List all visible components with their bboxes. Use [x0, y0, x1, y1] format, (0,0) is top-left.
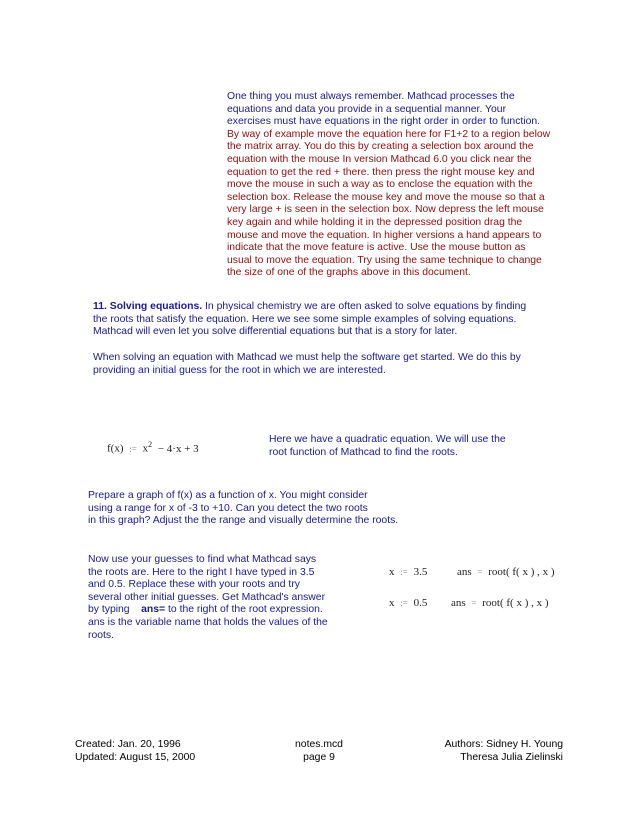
- note-line: usual to move the equation. Try using the same technique to change: [227, 254, 542, 266]
- section-solving-equations: [93, 301, 533, 339]
- note-line: the size of one of the graphs above in this document.: [227, 267, 471, 279]
- note-line: using a range for x of -3 to +10. Can you detect the two roots: [88, 502, 368, 514]
- eval-operator: =: [471, 598, 477, 608]
- footer-left: [75, 738, 195, 764]
- paragraph-line: providing an initial guess for the root in which we are interested.: [93, 364, 386, 376]
- mathcad-order-note: [227, 91, 557, 280]
- created-date: Created: Jan. 20, 1996: [75, 739, 181, 750]
- guess-1-assignment[interactable]: [389, 566, 427, 578]
- ans-var: ans: [451, 597, 466, 609]
- note-line: several other initial guesses. Get Mathcad's answer: [88, 591, 326, 603]
- guess-value: 3.5: [413, 566, 428, 578]
- note-line: Here we have a quadratic equation. We will use the: [269, 434, 506, 445]
- note-line: key again and while holding it in the depressed position drag the: [227, 216, 523, 228]
- guess-value: 0.5: [413, 597, 428, 609]
- typing-suffix: to the right of the root expression.: [165, 604, 323, 616]
- guess-var: x: [389, 597, 395, 609]
- section-intro-text: In physical chemistry we are often asked to solve equations by finding: [202, 301, 527, 312]
- initial-guess-paragraph: [93, 352, 533, 377]
- note-line: Now use your guesses to find what Mathcad says: [88, 554, 317, 565]
- note-line: ans is the variable name that holds the values of the: [88, 616, 328, 628]
- guess-var: x: [389, 566, 395, 578]
- note-line: equations and data you provide in a sequential manner. Your: [227, 103, 507, 115]
- section-intro-line: [93, 301, 533, 314]
- eval-operator: =: [477, 567, 483, 577]
- equation-exponent: 2: [148, 440, 153, 449]
- quadratic-equation[interactable]: [107, 440, 199, 455]
- note-line: One thing you must always remember. Mathcad processes the: [227, 91, 515, 102]
- note-line: very large + is seen in the selection box. Now depress the left mouse: [227, 204, 544, 216]
- note-line: selection box. Release the mouse key and move the mouse so that a: [227, 191, 545, 203]
- assign-operator: :=: [129, 443, 137, 454]
- note-line: equation with the mouse In version Mathcad 6.0 you click near the: [227, 153, 532, 165]
- note-line: mouse and move the equation. In higher versions a hand appears to: [227, 229, 542, 241]
- note-line: Prepare a graph of f(x) as a function of x. You might consider: [88, 490, 368, 501]
- guess-1-root[interactable]: [457, 566, 555, 578]
- assign-operator: :=: [400, 598, 408, 608]
- ans-var: ans: [457, 566, 472, 578]
- paragraph-line: When solving an equation with Mathcad we must help the software get started. We do this by: [93, 352, 521, 363]
- guess-2-root[interactable]: [451, 597, 549, 609]
- note-line: root function of Mathcad to find the roots.: [269, 446, 458, 458]
- footer-right: [400, 738, 563, 764]
- note-line: exercises must have equations in the right order in order to function.: [227, 116, 541, 128]
- guess-note: [88, 554, 348, 642]
- assign-operator: :=: [400, 567, 408, 577]
- note-line: and 0.5. Replace these with your roots and try: [88, 579, 300, 591]
- note-line: indicate that the move feature is active. Use the mouse button as: [227, 242, 526, 254]
- root-expression: root( f( x ) , x ): [482, 597, 549, 609]
- note-line: By way of example move the equation here for F1+2 to a region below: [227, 128, 551, 140]
- note-line: [88, 604, 348, 617]
- authors: Authors: Sidney H. Young: [444, 739, 563, 750]
- note-line: the roots are. Here to the right I have typed in 3.5: [88, 566, 315, 578]
- footer-center: [269, 738, 369, 764]
- coauthor: Theresa Julia Zielinski: [460, 752, 563, 763]
- equation-rest: − 4·x + 3: [157, 442, 199, 455]
- ans-keyword: ans=: [141, 604, 166, 616]
- quadratic-note: [269, 434, 529, 459]
- section-heading: 11. Solving equations.: [93, 301, 203, 312]
- note-line: the matrix array. You do this by creating a selection box around the: [227, 141, 534, 153]
- equation-x: x: [142, 442, 149, 455]
- note-line: in this graph? Adjust the the range and visually determine the roots.: [88, 515, 399, 527]
- note-line: roots.: [88, 629, 114, 641]
- updated-date: Updated: August 15, 2000: [75, 752, 196, 763]
- typing-prefix: by typing: [88, 604, 142, 616]
- section-intro-line: Mathcad will even let you solve differential equations but that is a story for later.: [93, 326, 458, 338]
- note-line: move the mouse in such a way as to enclose the equation with the: [227, 179, 533, 191]
- root-expression: root( f( x ) , x ): [488, 566, 555, 578]
- graph-note: [88, 490, 399, 528]
- equation-lhs: f(x): [107, 442, 124, 455]
- file-name: notes.mcd: [295, 739, 343, 750]
- section-intro-line: the roots that satisfy the equation. Here we see some simple examples of solving equations.: [93, 313, 517, 325]
- page-number: page 9: [303, 752, 335, 763]
- guess-2-assignment[interactable]: [389, 597, 427, 609]
- note-line: equation to get the red + there. then press the right mouse key and: [227, 166, 535, 178]
